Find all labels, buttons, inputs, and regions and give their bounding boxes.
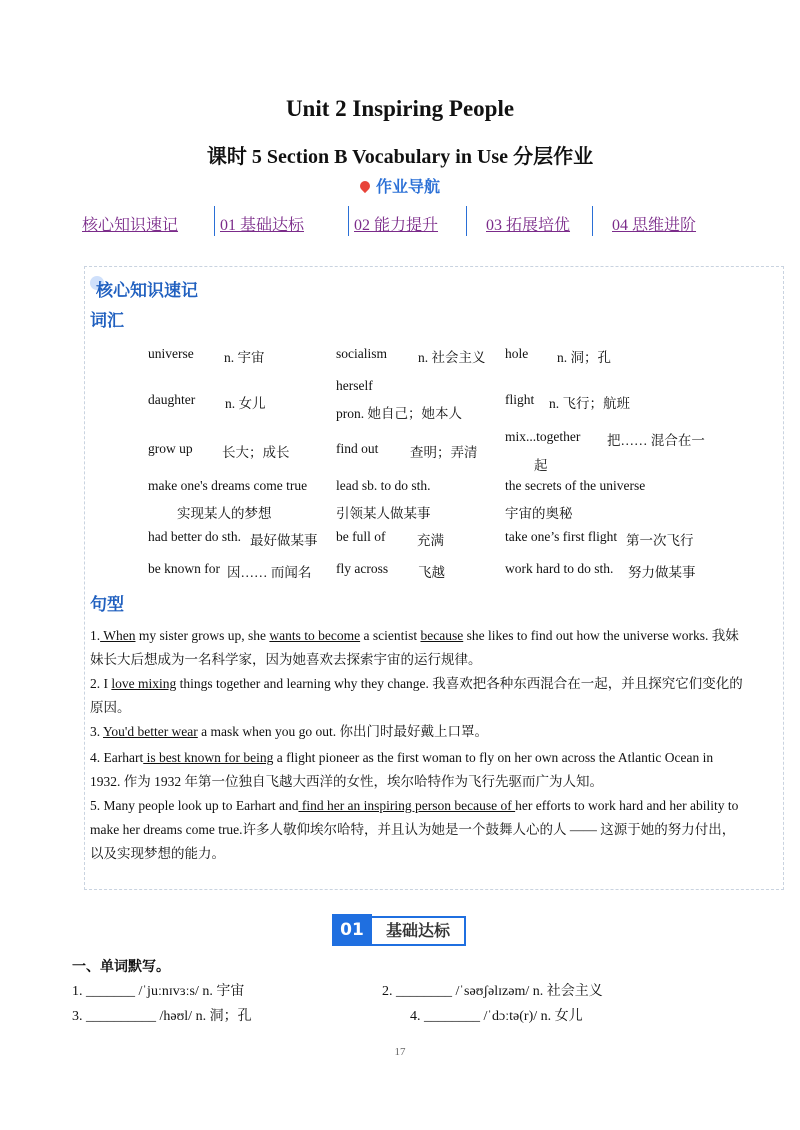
exercise-item: 4. ________ /ˈdɔːtə(r)/ n. 女儿: [410, 1009, 583, 1024]
page-number: 17: [394, 1046, 406, 1058]
section-number: 01: [332, 914, 372, 946]
core-heading-text: 核心知识速记: [96, 281, 198, 301]
nav-divider: [214, 206, 215, 236]
exercise-item: 1. _______ /ˈjuːnɪvɜːs/ n. 宇宙: [72, 984, 245, 999]
vocab-word: hole: [505, 346, 529, 361]
vocab-word: herself: [336, 378, 373, 393]
nav-divider: [466, 206, 467, 236]
vocab-meaning: 实现某人的梦想: [177, 506, 272, 521]
vocab-word: fly across: [336, 561, 389, 576]
vocab-meaning: n. 洞；孔: [557, 350, 611, 365]
exercise-item: 3. __________ /həʊl/ n. 洞；孔: [72, 1009, 252, 1024]
vocab-meaning: n. 宇宙: [224, 350, 265, 365]
vocab-word: be known for: [148, 561, 220, 576]
homework-navigation: [82, 206, 722, 236]
vocab-meaning: n. 飞行；航班: [549, 396, 630, 411]
vocab-word: grow up: [148, 441, 193, 456]
vocab-meaning: 充满: [417, 533, 444, 548]
vocab-word: lead sb. to do sth.: [336, 478, 431, 493]
exercise-item: 2. ________ /ˈsəʊʃəlɪzəm/ n. 社会主义: [382, 984, 603, 999]
vocab-meaning: 最好做某事: [250, 533, 318, 548]
vocab-word: be full of: [336, 529, 386, 544]
vocab-meaning: 飞越: [418, 565, 445, 580]
vocab-word: make one's dreams come true: [148, 478, 308, 493]
location-pin-icon: [358, 178, 372, 192]
vocab-meaning: 努力做某事: [628, 565, 696, 580]
vocab-meaning: n. 社会主义: [418, 350, 486, 365]
sentence-5: 5. Many people look up to Earhart and find her an inspiring person because of her efforts to work hard and her ability to make her dreams come true.许多人敬仰埃尔哈特，并且认为她是一个鼓舞人心的人 —— 这源于她的努力付出， 以及实现梦想的能力。: [90, 798, 739, 861]
nav-title: [0, 174, 800, 197]
core-knowledge-heading: [90, 276, 198, 301]
vocab-word: flight: [505, 392, 535, 407]
page-subtitle: 课时 5 Section B Vocabulary in Use 分层作业: [206, 146, 594, 168]
sentence-heading: 句型: [90, 595, 124, 615]
vocab-meaning: n. 女儿: [225, 396, 266, 411]
vocab-word: socialism: [336, 346, 387, 361]
section-01-badge: [332, 914, 468, 946]
sentence-3: 3. You'd better wear a mask when you go out. 你出门时最好戴上口罩。: [90, 724, 489, 739]
vocab-meaning: 因…… 而闻名: [227, 565, 312, 580]
section-label: 基础达标: [372, 916, 466, 946]
nav-link-04[interactable]: 04 思维进阶: [612, 217, 697, 234]
question-1-title: 一、单词默写。: [72, 959, 170, 975]
vocab-word: universe: [148, 346, 194, 361]
vocab-word: daughter: [148, 392, 196, 407]
vocab-meaning: pron. 她自己；她本人: [336, 406, 462, 421]
nav-link-01[interactable]: 01 基础达标: [220, 217, 305, 234]
vocab-heading: 词汇: [90, 311, 124, 331]
nav-divider: [592, 206, 593, 236]
vocab-meaning: 宇宙的奥秘: [505, 506, 573, 521]
vocab-word: work hard to do sth.: [505, 561, 614, 576]
vocab-word: mix...together: [505, 429, 581, 444]
sentence-1: 1. When my sister grows up, she wants to become a scientist because she likes to find out how the universe works. 我妹 妹长大后想成为一名科学家，因为她喜欢去探索宇宙的运行规律。: [90, 628, 739, 667]
nav-link-03[interactable]: 03 拓展培优: [486, 217, 571, 234]
vocab-meaning: 长大；成长: [222, 445, 290, 460]
vocab-word: had better do sth.: [148, 529, 241, 544]
sentence-2: 2. I love mixing things together and learning why they change. 我喜欢把各种东西混合在一起，并且探究它们变化的 原因。: [90, 676, 743, 715]
vocab-meaning: 查明；弄清: [410, 445, 478, 460]
nav-divider: [348, 206, 349, 236]
nav-title-text: 作业导航: [375, 177, 440, 196]
sentence-4: 4. Earhart is best known for being a flight pioneer as the first woman to fly on her own across the Atlantic Ocean in 1932. 作为 1932 年第一位独自飞越大西洋的女性，埃尔哈特作为飞行先驱而广为人知。: [90, 750, 714, 789]
vocab-meaning: 起: [534, 458, 548, 473]
vocab-word: find out: [336, 441, 379, 456]
vocab-meaning: 把…… 混合在一: [607, 433, 705, 448]
page-title: Unit 2 Inspiring People: [285, 96, 515, 121]
nav-link-02[interactable]: 02 能力提升: [354, 217, 439, 234]
vocab-word: take one’s first flight: [505, 529, 618, 544]
vocab-word: the secrets of the universe: [505, 478, 646, 493]
vocab-meaning: 引领某人做某事: [336, 506, 431, 521]
nav-link-core[interactable]: 核心知识速记: [82, 217, 179, 234]
vocab-meaning: 第一次飞行: [626, 533, 694, 548]
